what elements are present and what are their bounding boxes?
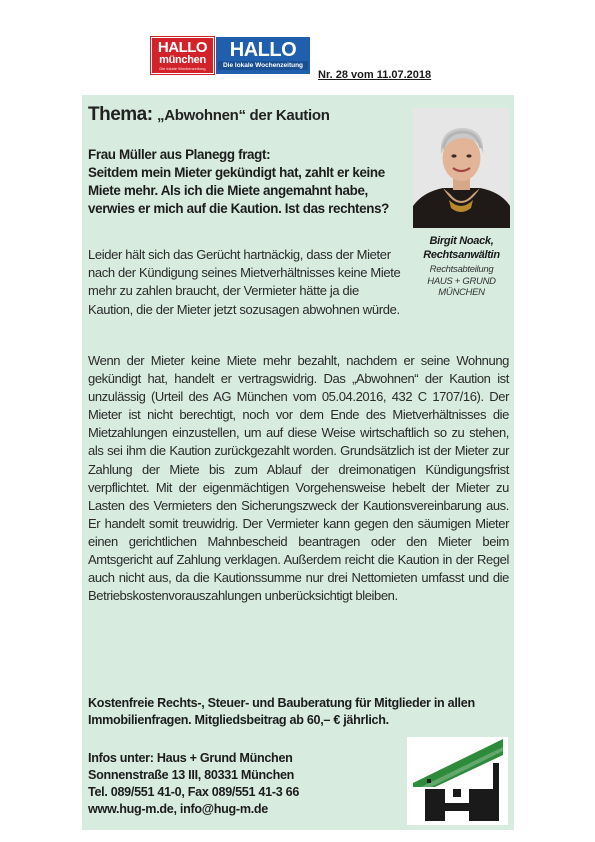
author-department — [408, 264, 515, 299]
haus-und-grund-logo — [407, 737, 508, 825]
question-line: Miete mehr. Als ich die Miete angemahnt habe, — [88, 183, 368, 198]
issue-number: Nr. 28 vom 11.07.2018 — [318, 69, 432, 81]
title-prefix: Thema: — [88, 104, 153, 125]
dept-line: Rechtsabteilung — [429, 264, 494, 275]
article-intro: Leider hält sich das Gerücht hartnäckig, dass der Mieter nach der Kündigung seines Mietverhältnisses keine Miete mehr zu zahlen braucht, der Vermieter hätte ja die Kaution, die der Mieter jetzt sozusagen abwohnen würde. — [88, 247, 401, 317]
hallo-muenchen-logo — [151, 37, 214, 74]
contact-line: Tel. 089/551 41-0, Fax 089/551 41-3 66 — [88, 785, 300, 799]
author-portrait — [413, 108, 510, 228]
contact-line: www.hug-m.de, info@hug-m.de — [88, 802, 269, 816]
article-title — [88, 104, 330, 126]
question-line: Frau Müller aus Planegg fragt: — [88, 147, 271, 162]
contact-info — [88, 750, 408, 818]
author-name: Birgit Noack, — [429, 235, 494, 247]
portrait-image — [413, 108, 510, 228]
hallo-logo — [216, 37, 310, 74]
house-logo-icon — [407, 737, 508, 825]
author-role: Rechtsanwältin — [423, 249, 500, 261]
contact-line: Sonnenstraße 13 III, 80331 München — [88, 768, 295, 782]
logo-blue-line1: HALLO — [229, 39, 297, 61]
dept-line: HAUS + GRUND — [427, 275, 496, 287]
logo-blue-line2: Die lokale Wochenzeitung — [218, 61, 308, 70]
author-caption — [408, 234, 515, 299]
logo-red-line3: Die lokale Wochenzeitung — [159, 66, 206, 71]
dept-line: MÜNCHEN — [438, 287, 485, 298]
consultation-notice: Kostenfreie Rechts-, Steuer- und Bauberatung für Mitglieder in allen Immobilienfragen. Mitgliedsbeitrag ab 60,– € jährlich. — [88, 696, 475, 727]
question-line: Seitdem mein Mieter gekündigt hat, zahlt er keine — [88, 165, 385, 180]
logo-red-line1: HALLO — [157, 39, 208, 56]
question-line: verwies er mich auf die Kaution. Ist das rechtens? — [88, 201, 389, 216]
contact-line: Infos unter: Haus + Grund München — [88, 751, 293, 765]
logo-red-line2: münchen — [159, 54, 206, 66]
title-topic: „Abwohnen“ der Kaution — [157, 107, 330, 124]
reader-question — [88, 146, 408, 218]
article-body: Wenn der Mieter keine Miete mehr bezahlt, nachdem er seine Wohnung gekündigt hat, handelt er vertragswidrig. Das „Abwohnen“ der Kaution ist unzulässig (Urteil des AG München vom 05.04.2016, 432 C 1707/16). Der Mieter ist nicht berechtigt, noch vor dem Ende des Mietverhältnisses die Mietzahlungen einzustellen, um auf diese Weise wirtschaftlich so zu stehen, als sei ihm die Kaution zurückgezahlt worden. Grundsätzlich ist der Mieter zur Zahlung der Miete bis zum Ablauf der dreimonatigen Kündigungsfrist verpflichtet. Mit der eigenmächtigen Vorgehensweise hebelt der Mieter zu Lasten des Vermieters den Sicherungszweck der Kautionsvereinbarung aus. Er handelt somit treuwidrig. Der Vermieter kann gegen den säumigen Mieter einen gerichtlichen Mahnbescheid beantragen oder den Mieter beim Amtsgericht auf Zahlung verklagen. Außerdem reicht die Kaution in der Regel auch nicht aus, da die Kautionssumme nur drei Nettomieten umfasst und die Betriebskostenvorauszahlungen unberücksichtigt bleiben. — [88, 353, 509, 604]
